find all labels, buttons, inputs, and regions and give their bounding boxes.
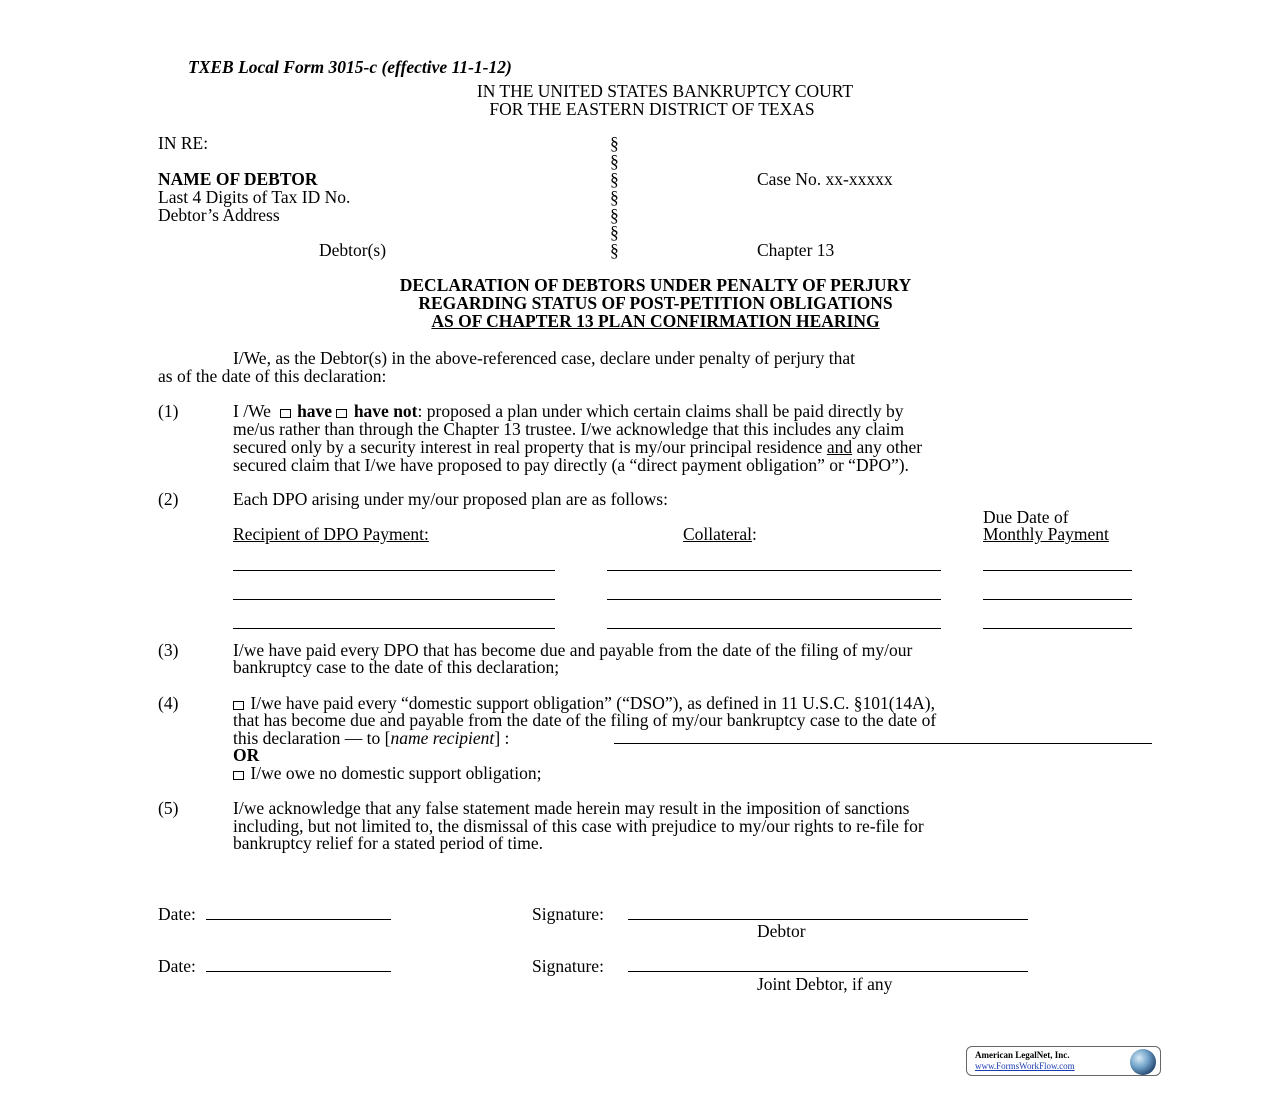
dso-recipient-field[interactable] <box>614 729 1152 744</box>
due-date-field-1[interactable] <box>983 556 1132 571</box>
form-id: TXEB Local Form 3015-c (effective 11-1-12) <box>188 57 512 77</box>
chapter-label: Chapter 13 <box>757 240 835 260</box>
debtor-date-field[interactable] <box>206 905 391 920</box>
item-4-line-5: I/we owe no domestic support obligation; <box>233 764 542 782</box>
dso-paid-checkbox[interactable] <box>233 701 244 710</box>
item-1-line-3: secured only by a security interest in real property that is my/our principal residence and any other <box>233 437 923 457</box>
title-line-3: AS OF CHAPTER 13 PLAN CONFIRMATION HEARING <box>431 311 880 331</box>
joint-debtor-caption: Joint Debtor, if any <box>757 974 893 994</box>
company-url[interactable]: www.FormsWorkFlow.com <box>975 1061 1075 1071</box>
globe-icon <box>1130 1049 1156 1075</box>
item-4-line-2: that has become due and payable from the date of the filing of my/our bankruptcy case to the date of <box>233 710 937 730</box>
item-5-number: (5) <box>158 798 179 818</box>
item-3-line-1: I/we have paid every DPO that has become due and payable from the date of the filing of my/our <box>233 640 913 660</box>
recipient-field-1[interactable] <box>233 556 555 571</box>
due-date-field-2[interactable] <box>983 585 1132 600</box>
signature-label: Signature: <box>532 956 604 976</box>
item-1-line-1: I /We have have not: proposed a plan under which certain claims shall be paid directly by <box>233 401 904 421</box>
no-dso-checkbox[interactable] <box>233 771 244 780</box>
item-1-number: (1) <box>158 401 179 421</box>
date-label: Date: <box>158 904 196 924</box>
court-district: FOR THE EASTERN DISTRICT OF TEXAS <box>489 99 815 119</box>
section-symbol: § <box>610 240 619 260</box>
collateral-field-1[interactable] <box>607 556 941 571</box>
debtor-name: NAME OF DEBTOR <box>158 169 318 189</box>
item-3-number: (3) <box>158 640 179 660</box>
debtor-address: Debtor’s Address <box>158 205 280 225</box>
item-5-line-2: including, but not limited to, the dismissal of this case with prejudice to my/our rights to re-file for <box>233 816 924 836</box>
intro-line-1: I/We, as the Debtor(s) in the above-referenced case, declare under penalty of perjury that <box>233 348 855 368</box>
debtor-signature-field[interactable] <box>628 905 1028 920</box>
joint-date-field[interactable] <box>206 957 391 972</box>
case-number: Case No. xx-xxxxx <box>757 169 893 189</box>
due-date-field-3[interactable] <box>983 614 1132 629</box>
item-4-line-1: I/we have paid every “domestic support obligation” (“DSO”), as defined in 11 U.S.C. §101(14A), <box>233 694 935 712</box>
section-symbol: § <box>610 169 619 189</box>
section-symbol: § <box>610 187 619 207</box>
date-label: Date: <box>158 956 196 976</box>
due-date-header-1: Due Date of <box>983 507 1069 527</box>
item-2-number: (2) <box>158 489 179 509</box>
debtor-label: Debtor(s) <box>319 240 387 260</box>
item-5-line-3: bankruptcy relief for a stated period of time. <box>233 833 544 853</box>
in-re-label: IN RE: <box>158 133 209 153</box>
item-2-text: Each DPO arising under my/our proposed plan are as follows: <box>233 489 668 509</box>
joint-signature-field[interactable] <box>628 957 1028 972</box>
item-1-line-2: me/us rather than through the Chapter 13 trustee. I/we acknowledge that this includes any claim <box>233 419 905 439</box>
section-symbol: § <box>610 151 619 171</box>
item-3-line-2: bankruptcy case to the date of this declaration; <box>233 657 560 677</box>
due-date-header-2: Monthly Payment <box>983 524 1109 544</box>
item-1-line-4: secured claim that I/we have proposed to pay directly (a “direct payment obligation” or “DPO”). <box>233 455 909 475</box>
forms-workflow-logo[interactable] <box>966 1046 1161 1076</box>
have-not-checkbox[interactable] <box>336 409 347 418</box>
tax-id-label: Last 4 Digits of Tax ID No. <box>158 187 351 207</box>
title-line-2: REGARDING STATUS OF POST-PETITION OBLIGATIONS <box>418 293 893 313</box>
item-4-line-3: this declaration — to [name recipient] : <box>233 728 510 748</box>
collateral-field-3[interactable] <box>607 614 941 629</box>
collateral-field-2[interactable] <box>607 585 941 600</box>
recipient-field-2[interactable] <box>233 585 555 600</box>
signature-label: Signature: <box>532 904 604 924</box>
section-symbol: § <box>610 222 619 242</box>
item-5-line-1: I/we acknowledge that any false statement made herein may result in the imposition of sanctions <box>233 798 910 818</box>
or-label: OR <box>233 745 260 765</box>
item-4-number: (4) <box>158 693 179 713</box>
company-name: American LegalNet, Inc. <box>975 1050 1070 1060</box>
section-symbol: § <box>610 205 619 225</box>
court-name: IN THE UNITED STATES BANKRUPTCY COURT <box>476 81 854 101</box>
intro-line-2: as of the date of this declaration: <box>158 366 387 386</box>
have-checkbox[interactable] <box>280 409 291 418</box>
section-symbol: § <box>610 133 619 153</box>
recipient-field-3[interactable] <box>233 614 555 629</box>
collateral-header: Collateral: <box>683 524 757 544</box>
recipient-header: Recipient of DPO Payment: <box>233 524 429 544</box>
title-line-1: DECLARATION OF DEBTORS UNDER PENALTY OF PERJURY <box>399 275 912 295</box>
debtor-caption: Debtor <box>757 921 806 941</box>
